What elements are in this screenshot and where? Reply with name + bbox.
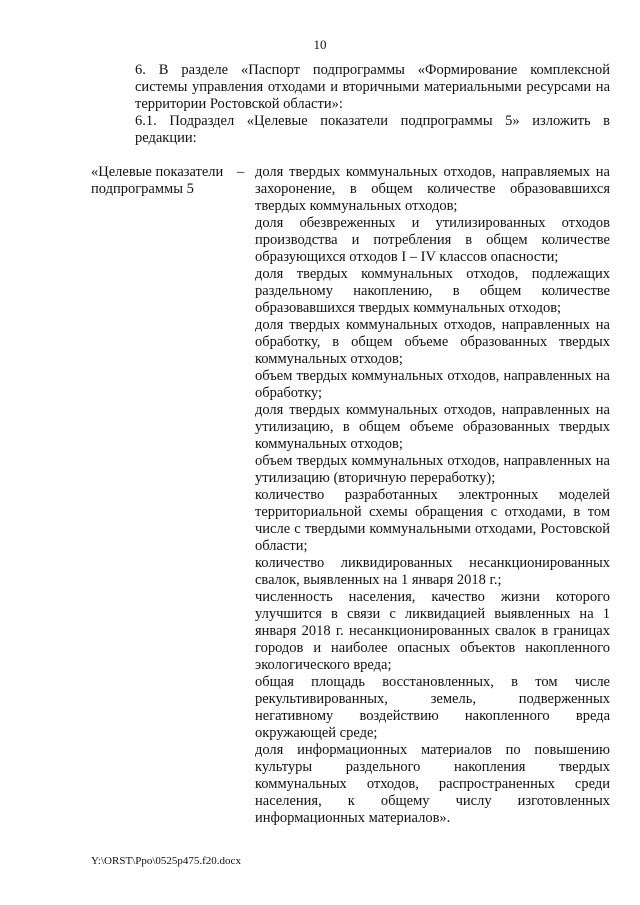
list-item: количество разработанных электронных моделей территориальной схемы обращения с отходами, в том числе с твердыми коммунальными отходами, Ростовской области; bbox=[255, 487, 610, 554]
paragraph-subsection-6-1 bbox=[91, 113, 610, 147]
list-item: доля твердых коммунальных отходов, подлежащих раздельному накоплению, в общем количестве образовавшихся твердых коммунальных отходов; bbox=[255, 266, 610, 316]
list-item: доля обезвреженных и утилизированных отходов производства и потребления в общем количестве образующихся отходов I – IV классов опасности; bbox=[255, 215, 610, 265]
list-item: количество ликвидированных несанкционированных свалок, выявленных на 1 января 2018 г.; bbox=[255, 555, 610, 588]
list-item: доля твердых коммунальных отходов, направляемых на захоронение, в общем количестве образовавшихся твердых коммунальных отходов; bbox=[255, 164, 610, 214]
list-item: общая площадь восстановленных, в том числе рекультивированных, земель, подверженных негативному воздействию накопленного вреда окружающей среде; bbox=[255, 674, 610, 741]
table-dash: – bbox=[237, 164, 245, 180]
list-item: численность населения, качество жизни которого улучшится в связи с ликвидацией выявленных на 1 января 2018 г. несанкционированных свалок в границах городов и наиболее опасных объектов накопленного экологического вреда; bbox=[255, 589, 610, 673]
list-item: доля твердых коммунальных отходов, направленных на утилизацию, в общем объеме образованных твердых коммунальных отходов; bbox=[255, 402, 610, 452]
paragraph-text: 6.1. Подраздел «Целевые показатели подпрограммы 5» изложить в редакции: bbox=[135, 113, 610, 146]
target-indicators-list bbox=[255, 164, 610, 827]
table-left-label: «Целевые показатели подпрограммы 5 bbox=[91, 164, 224, 197]
paragraph-text: 6. В разделе «Паспорт подпрограммы «Формирование комплексной системы управления отходами и вторичными материальными ресурсами на территории Ростовской области»: bbox=[135, 62, 610, 112]
list-item: объем твердых коммунальных отходов, направленных на обработку; bbox=[255, 368, 610, 401]
list-item: доля твердых коммунальных отходов, направленных на обработку, в общем объеме образованных твердых коммунальных отходов; bbox=[255, 317, 610, 367]
paragraph-section-6 bbox=[91, 62, 610, 113]
file-path-footer: Y:\ORST\Ppo\0525p475.f20.docx bbox=[91, 855, 241, 867]
page-number: 10 bbox=[313, 37, 327, 52]
list-item: объем твердых коммунальных отходов, направленных на утилизацию (вторичную переработку); bbox=[255, 453, 610, 486]
list-item: доля информационных материалов по повышению культуры раздельного накопления твердых коммунальных отходов, распространенных среди населения, к общему числу изготовленных информационных материалов». bbox=[255, 742, 610, 826]
